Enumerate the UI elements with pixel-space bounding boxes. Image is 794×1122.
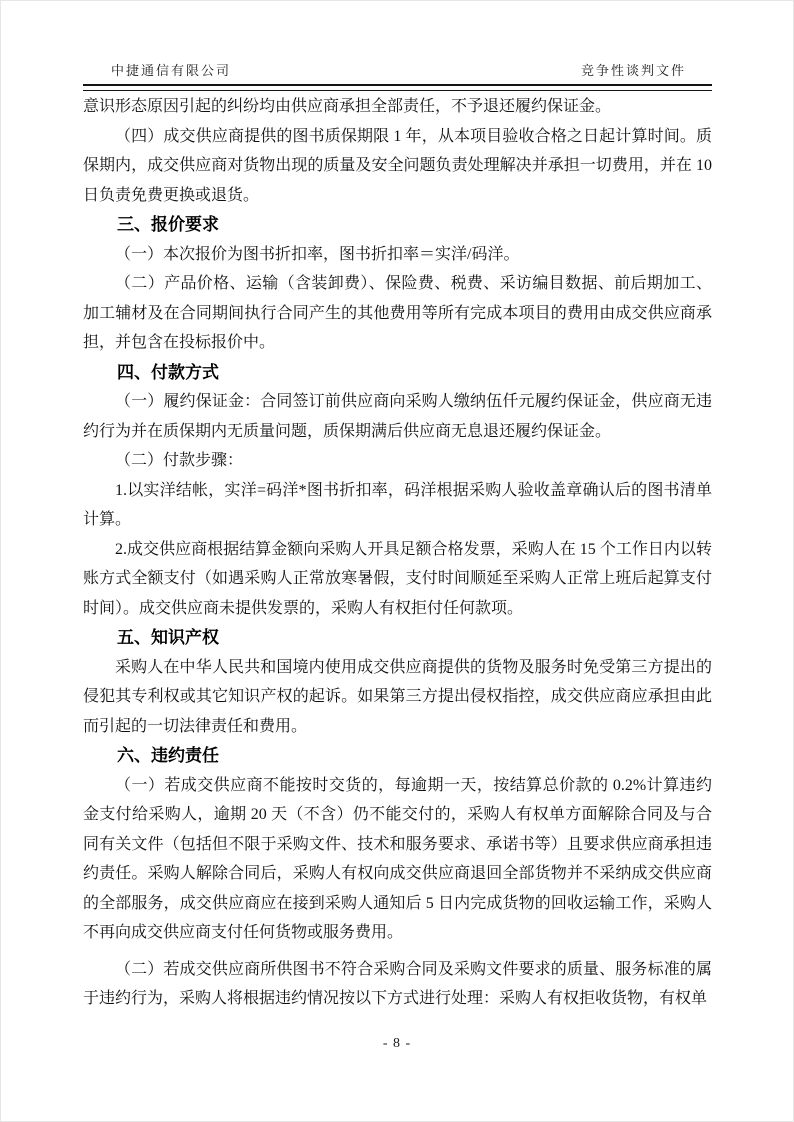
paragraph-nonconforming-books: （二）若成交供应商所供图书不符合采购合同及采购文件要求的质量、服务标准的属于违约行为，采购人将根据违约情况按以下方式进行处理：采购人有权拒收货物，有权单 (83, 960, 712, 1007)
header-doc-type: 竞争性谈判文件 (580, 63, 686, 78)
page-header (83, 61, 712, 91)
document-body (83, 92, 712, 1014)
paragraph-ip-liability: 采购人在中华人民共和国境内使用成交供应商提供的货物及服务时免受第三方提出的侵犯其专利权或其它知识产权的起诉。如果第三方提出侵权指控，成交供应商应承担由此而引起的一切法律责任和费用。 (83, 658, 712, 735)
paragraph-performance-bond: （一）履约保证金：合同签订前供应商向采购人缴纳伍仟元履约保证金，供应商无违约行为并在质保期内无质量问题，质保期满后供应商无息退还履约保证金。 (83, 393, 712, 440)
heading-quotation-requirements: 三、报价要求 (117, 215, 219, 234)
paragraph-cost-inclusion: （二）产品价格、运输（含装卸费）、保险费、税费、采访编目数据、前后期加工、加工辅材及在合同期间执行合同产生的其他费用等所有完成本项目的费用由成交供应商承担，并包含在投标报价中。 (83, 275, 712, 351)
paragraph-quote-discount: （一）本次报价为图书折扣率，图书折扣率＝实洋/码洋。 (115, 245, 520, 263)
paragraph-warranty-period: （四）成交供应商提供的图书质保期限 1 年，从本项目验收合格之日起计算时间。质保期内，成交供应商对货物出现的质量及安全问题负责处理解决并承担一切费用，并在 10 日负责免费更换或退货。 (83, 127, 712, 204)
page-number: - 8 - (382, 1036, 412, 1051)
header-row (83, 61, 712, 80)
paragraph-ideology-dispute: 意识形态原因引起的纠纷均由供应商承担全部责任，不予退还履约保证金。 (83, 98, 612, 115)
header-company-name: 中捷通信有限公司 (111, 63, 232, 78)
paragraph-settlement-step-2: 2.成交供应商根据结算金额向采购人开具足额合格发票，采购人在 15 个工作日内以转账方式全额支付（如遇采购人正常放寒暑假，支付时间顺延至采购人正常上班后起算支付时间）。成交供应商未提供发票的，采购人有权拒付任何款项。 (83, 540, 712, 617)
paragraph-settlement-step-1: 1.以实洋结帐，实洋=码洋*图书折扣率，码洋根据采购人验收盖章确认后的图书清单计算。 (83, 481, 712, 528)
heading-payment-method: 四、付款方式 (117, 362, 219, 382)
paragraph-late-delivery-penalty: （一）若成交供应商不能按时交货的，每逾期一天，按结算总价款的 0.2%计算违约金支付给采购人，逾期 20 天（不含）仍不能交付的，采购人有权单方面解除合同及与合同有关文件（包括但不限于采购文件、技术和服务要求、承诺书等）且要求供应商承担违约责任。采购人解除合同后，采购人有权向成交供应商退回全部货物并不采纳成交供应商的全部服务，成交供应商应在接到采购人通知后 5 日内完成货物的回收运输工作，采购人不再向成交供应商支付任何货物或服务费用。 (83, 776, 712, 941)
paragraph-payment-steps-label: （二）付款步骤： (115, 452, 244, 469)
heading-breach-liability: 六、违约责任 (117, 746, 219, 765)
header-double-rule (83, 84, 712, 91)
heading-intellectual-property: 五、知识产权 (117, 628, 219, 647)
